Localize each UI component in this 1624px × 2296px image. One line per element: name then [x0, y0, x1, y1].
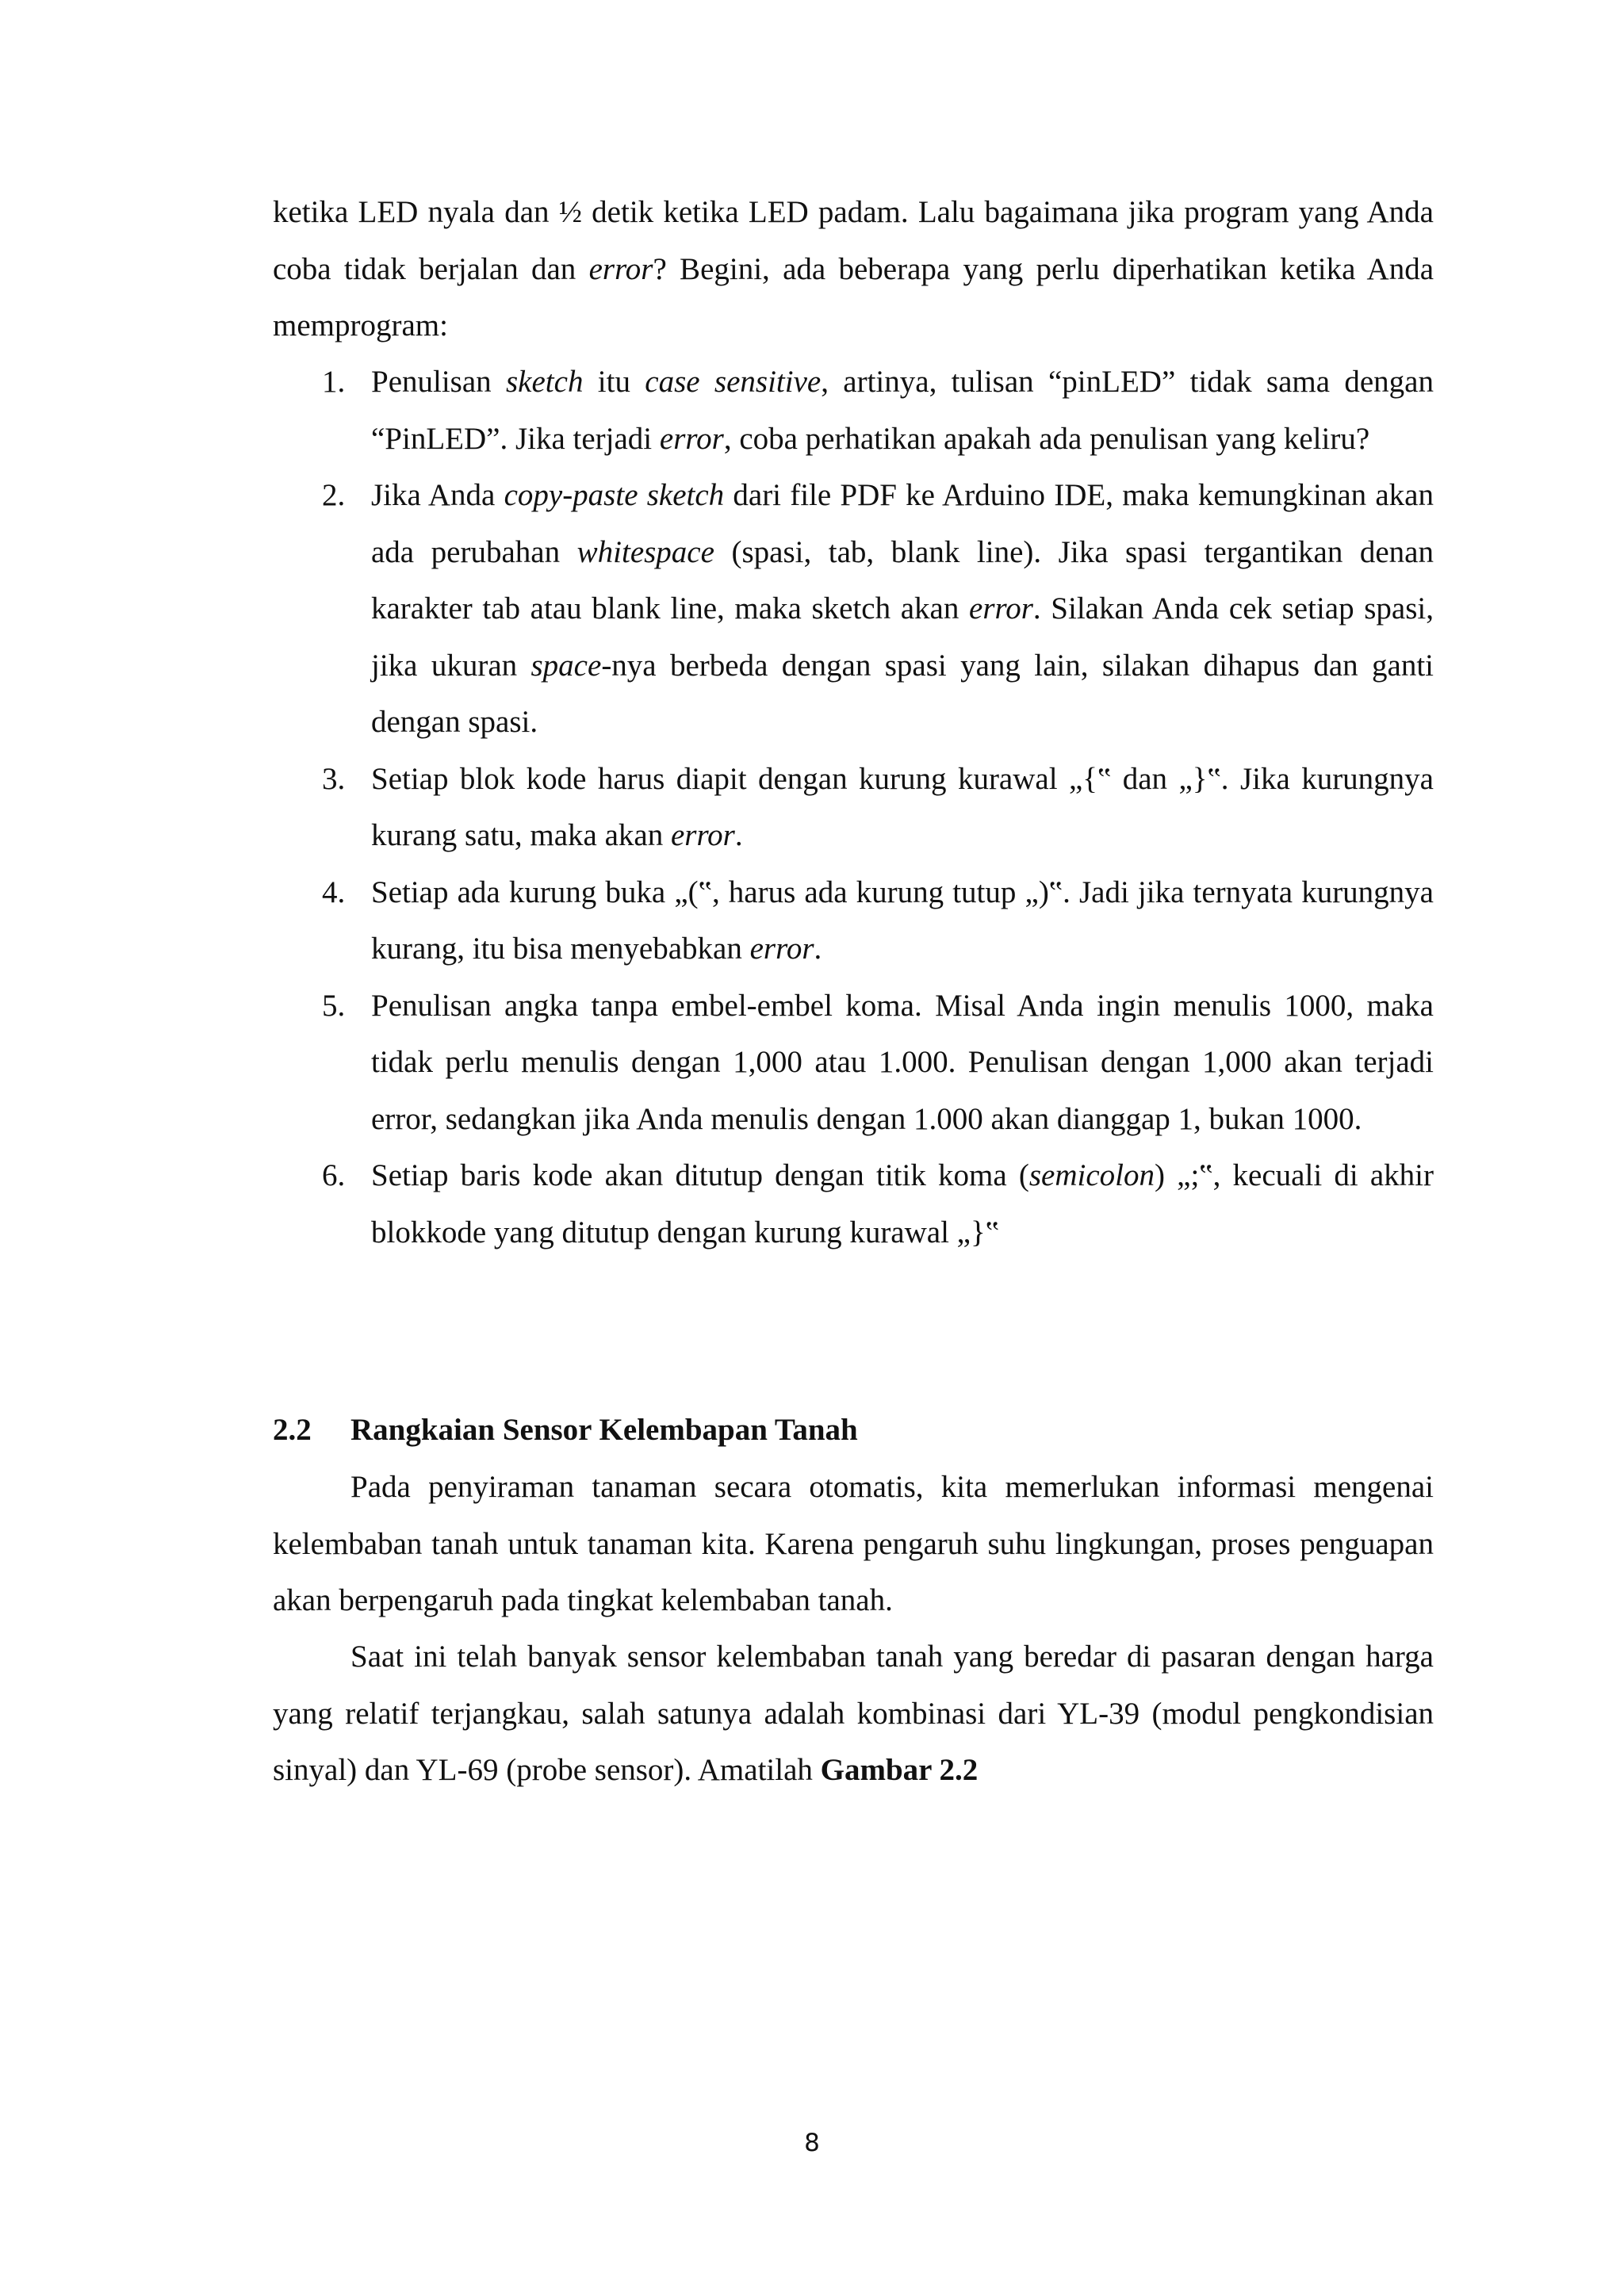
page-number: 8 [804, 2129, 820, 2157]
text-run: dari file PDF ke Arduino IDE, maka kemungkinan akan ada perubahan [371, 478, 1434, 569]
intro-italic-error: error [588, 251, 653, 286]
text-run: , coba perhatikan apakah ada penulisan yang keliru? [723, 421, 1370, 456]
italic-run: whitespace [576, 534, 714, 569]
list-item-text [371, 354, 1434, 467]
intro-text-2: ? Begini, ada beberapa yang perlu diperhatikan ketika Anda memprogram: [273, 251, 1434, 342]
text-run: Setiap baris kode akan ditutup dengan titik koma ( [371, 1158, 1029, 1192]
list-item-text [371, 467, 1434, 751]
figure-reference: Gambar 2.2 [820, 1753, 979, 1787]
text-run: . Silakan Anda cek setiap spasi, jika ukuran [371, 591, 1434, 683]
list-number: 6. [322, 1158, 346, 1192]
list-number: 3. [322, 761, 346, 796]
italic-run: copy-paste sketch [504, 478, 725, 512]
italic-run: error [749, 932, 814, 966]
list-number: 4. [322, 874, 346, 909]
section-number: 2.2 [273, 1413, 312, 1447]
text-run: Penulisan [371, 365, 506, 399]
list-item [273, 467, 1434, 751]
italic-run: error [969, 591, 1033, 626]
intro-paragraph [273, 184, 1434, 354]
list-item-text [371, 1147, 1434, 1261]
tips-list [273, 354, 1434, 1261]
paragraph-2-text: Saat ini telah banyak sensor kelembaban tanah yang beredar di pasaran dengan harga yang relatif terjangkau, salah satunya adalah kombinasi dari YL-39 (modul pengkondisian sinyal) dan YL-69 (probe sensor). Amatilah [273, 1640, 1434, 1787]
text-run: ) „;‟, kecuali di akhir blokkode yang ditutup dengan kurung kurawal „}‟ [371, 1158, 1434, 1249]
intro-text-1: ketika LED nyala dan ½ detik ketika LED padam. Lalu bagaimana jika program yang Anda coba tidak berjalan dan [273, 195, 1434, 286]
text-run: , artinya, tulisan “pinLED” tidak sama dengan “PinLED”. Jika terjadi [371, 365, 1434, 456]
text-run: Penulisan angka tanpa embel-embel koma. Misal Anda ingin menulis 1000, maka tidak perlu menulis dengan 1,000 atau 1.000. Penulisan dengan 1,000 akan terjadi error, sedangkan jika Anda menulis dengan 1.000 akan dianggap 1, bukan 1000. [371, 988, 1434, 1136]
list-item [273, 978, 1434, 1148]
list-item-text [371, 864, 1434, 978]
section-heading [273, 1402, 1434, 1459]
italic-run: case sensitive [645, 365, 822, 399]
italic-run: semicolon [1028, 1158, 1155, 1192]
list-item-text [371, 751, 1434, 864]
list-number: 1. [322, 365, 346, 399]
text-run: . [814, 932, 822, 966]
italic-run: error [670, 818, 735, 852]
text-run: Setiap blok kode harus diapit dengan kurung kurawal „{‟ dan „}‟. Jika kurungnya kurang satu, maka akan [371, 761, 1434, 852]
body-paragraph-2 [273, 1628, 1434, 1799]
text-run: -nya berbeda dengan spasi yang lain, silakan dihapus dan ganti dengan spasi. [371, 648, 1434, 739]
text-run: . [734, 818, 743, 852]
section-title: Rangkaian Sensor Kelembapan Tanah [350, 1413, 858, 1447]
list-item [273, 354, 1434, 467]
list-item-text [371, 978, 1434, 1148]
text-run: itu [583, 365, 645, 399]
body-paragraph-1: Pada penyiraman tanaman secara otomatis, kita memerlukan informasi mengenai kelembaban tanah untuk tanaman kita. Karena pengaruh suhu lingkungan, proses penguapan akan berpengaruh pada tingkat kelembaban tanah. [273, 1470, 1434, 1617]
text-run: (spasi, tab, blank line). Jika spasi tergantikan denan karakter tab atau blank line, maka sketch akan [371, 534, 1434, 626]
italic-run: error [659, 421, 724, 456]
text-run: Jika Anda [371, 478, 504, 512]
italic-run: space [530, 648, 602, 683]
list-item [273, 751, 1434, 864]
italic-run: sketch [506, 365, 584, 399]
text-run: Setiap ada kurung buka „(‟, harus ada kurung tutup „)‟. Jadi jika ternyata kurungnya kurang, itu bisa menyebabkan [371, 874, 1434, 966]
list-item [273, 1147, 1434, 1261]
list-item [273, 864, 1434, 978]
list-number: 2. [322, 478, 346, 512]
list-number: 5. [322, 988, 346, 1023]
